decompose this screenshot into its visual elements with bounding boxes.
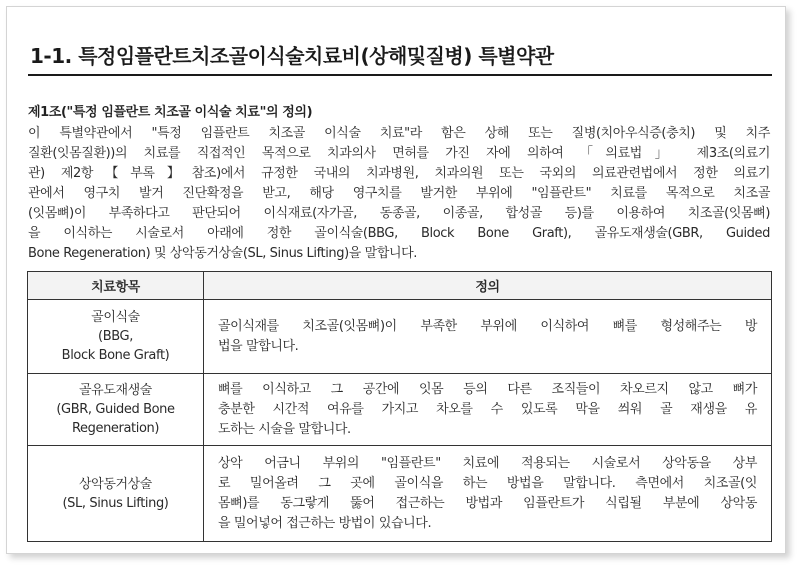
definition-line: 충분한 시간적 여유를 가지고 차오를 수 있도록 막을 씌워 골 재생을 유 — [218, 401, 757, 417]
item-cell — [28, 374, 204, 446]
definition-line: 몸뼈)를 동그랗게 뚫어 접근하는 방법과 임플란트가 식립될 부분에 상악동 — [218, 495, 757, 511]
item-abbr: (BBG, — [98, 329, 133, 344]
item-abbr: (SL, Sinus Lifting) — [62, 495, 169, 511]
body-line-5: (잇몸뼈)이 부족하다고 판단되어 이식재료(자가골, 동종골, 이종골, 합성골 등)를 이용하여 치조골(잇몸뼈) — [28, 206, 770, 221]
body-line-7: Bone Regeneration) 및 상악동거상술(SL, Sinus Lifting)을 말합니다. — [28, 246, 418, 261]
title-divider — [28, 74, 772, 76]
definition-table — [27, 271, 772, 542]
body-line-6: 을 이식하는 시술로서 아래에 정한 골이식술(BBG, Block Bone Graft), 골유도재생술(GBR, Guided — [28, 226, 770, 241]
body-line-2: 질환(잇몸질환))의 치료를 직접적인 목적으로 치과의사 면허를 가진 자에 의하여 「의료법」 제3조(의료기 — [28, 146, 770, 161]
definition-line: 상악 어금니 부위의 "임플란트" 치료에 적용되는 시술로서 상악동을 상부 — [218, 455, 757, 471]
definition-cell — [204, 374, 772, 446]
definition-line: 을 밀어넣어 접근하는 방법이 있습니다. — [218, 515, 432, 531]
item-name: 골유도재생술 — [79, 383, 152, 398]
item-fullname: Block Bone Graft) — [61, 348, 170, 363]
body-line-1: 이 특별약관에서 "특정 임플란트 치조골 이식술 치료"라 함은 상해 또는 질병(치아우식증(충치) 및 치주 — [28, 126, 770, 141]
definition-line: 로 밀어올려 그 곳에 골이식을 하는 방법을 말합니다. 측면에서 치조골(잇 — [218, 475, 757, 491]
item-cell — [28, 446, 204, 542]
item-name: 상악동거상술 — [79, 476, 152, 492]
header-item: 치료항목 — [28, 272, 204, 300]
body-line-4: 관에서 영구치 발거 진단확정을 받고, 해당 영구치를 발거한 부위에 "임플란트" 치료를 목적으로 치조골 — [28, 186, 770, 201]
article-heading: 제1조("특정 임플란트 치조골 이식술 치료"의 정의) — [28, 105, 313, 120]
item-fullname: Regeneration) — [71, 421, 160, 436]
table-row — [28, 300, 772, 374]
table-header-row — [28, 272, 772, 300]
body-line-3: 관) 제2항【부록】참조)에서 규정한 국내의 치과병원, 치과의원 또는 국외의 의료관련법에서 정한 의료기 — [28, 166, 770, 181]
table-row — [28, 374, 772, 446]
item-cell — [28, 300, 204, 374]
item-abbr: (GBR, Guided Bone — [56, 402, 175, 417]
header-definition: 정의 — [204, 272, 772, 300]
definition-cell — [204, 300, 772, 374]
definition-line: 도하는 시술을 말합니다. — [218, 421, 351, 437]
definition-cell — [204, 446, 772, 542]
item-name: 골이식술 — [91, 310, 140, 325]
definition-line: 뼈를 이식하고 그 공간에 잇몸 등의 다른 조직들이 차오르지 않고 뼈가 — [218, 381, 757, 397]
definition-line: 법을 말합니다. — [218, 338, 299, 354]
definition-line: 골이식재를 치조골(잇몸뼈)이 부족한 부위에 이식하여 뼈를 형성해주는 방 — [218, 318, 757, 334]
page-title: 1-1. 특정임플란트치조골이식술치료비(상해및질병) 특별약관 — [30, 44, 554, 68]
table-row — [28, 446, 772, 542]
